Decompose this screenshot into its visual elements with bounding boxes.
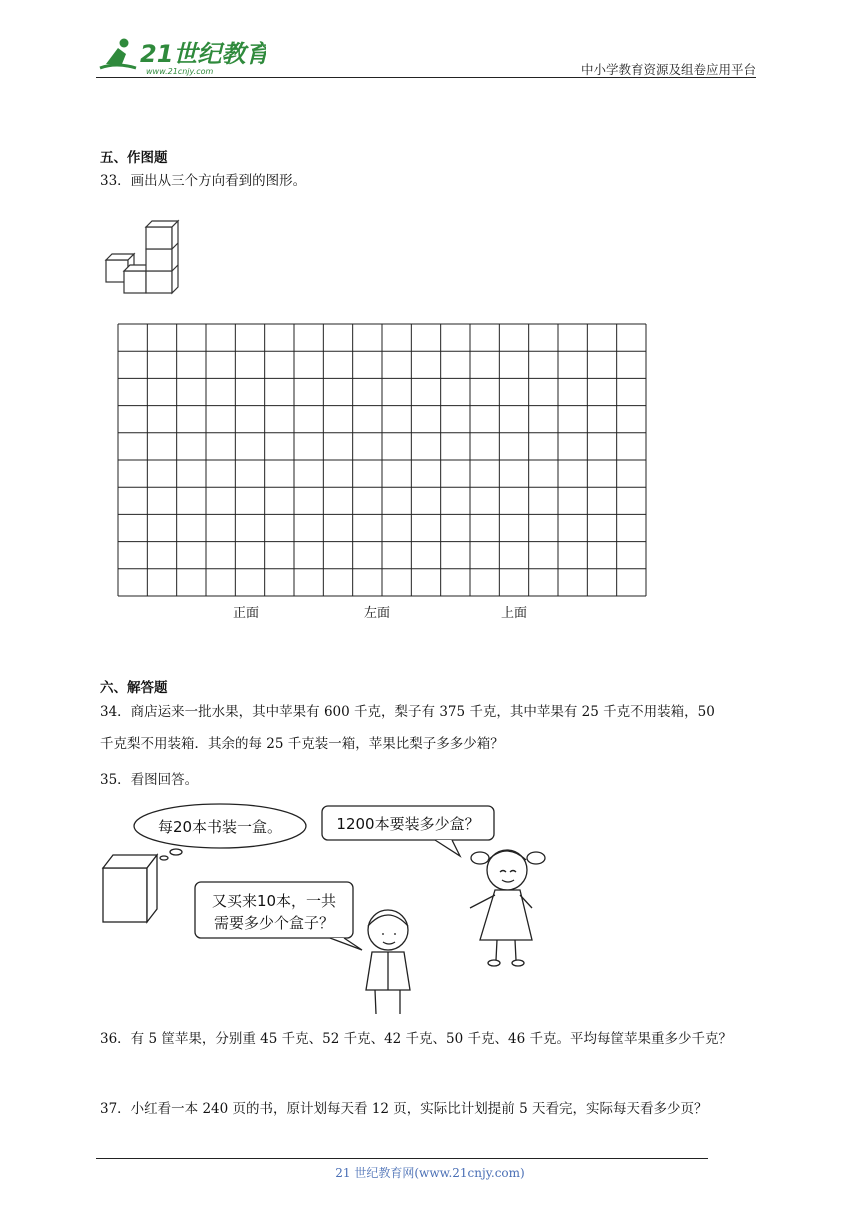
question-35-illustration [100, 800, 560, 1020]
logo-url: www.21cnjy.com [146, 67, 214, 76]
question-34-line1: 34．商店运来一批水果，其中苹果有 600 千克，梨子有 375 千克，其中苹果有 25 千克不用装箱，50 [100, 704, 715, 720]
section6-title: 六、解答题 [100, 680, 168, 696]
label-front: 正面 [233, 606, 260, 621]
label-top: 上面 [501, 606, 528, 621]
grid-svg [117, 323, 647, 597]
footer-text: 21 世纪教育网(www.21cnjy.com) [335, 1166, 525, 1180]
bubble-1-text: 每20本书装一盒。 [157, 818, 283, 836]
drawing-grid [117, 323, 647, 601]
label-left: 左面 [364, 606, 391, 621]
question-36: 36．有 5 筐苹果，分别重 45 千克、52 千克、42 千克、50 千克、46 千克。平均每筐苹果重多少千克？ [100, 1031, 732, 1047]
bubble-2-text: 1200本要装多少盒？ [336, 815, 480, 833]
cube-stack-figure [104, 213, 184, 297]
question-37: 37．小红看一本 240 页的书，原计划每天看 12 页，实际比计划提前 5 天看完，实际每天看多少页？ [100, 1101, 708, 1117]
bubble-3-line2: 需要多少个盒子？ [213, 914, 335, 932]
question-34-line2: 千克梨不用装箱．其余的每 25 千克装一箱，苹果比梨子多多少箱？ [100, 736, 504, 752]
logo-text: 21世纪教育 [140, 40, 266, 68]
question-35: 35．看图回答。 [100, 772, 199, 788]
header-divider [96, 77, 756, 78]
footer-divider [96, 1158, 708, 1159]
header-platform-text: 中小学教育资源及组卷应用平台 [580, 62, 756, 77]
bubble-3-line1: 又买来10本，一共 [211, 892, 337, 910]
logo [96, 34, 266, 78]
section5-title: 五、作图题 [100, 150, 168, 166]
question-33: 33．画出从三个方向看到的图形。 [100, 173, 307, 189]
logo-runner-icon [96, 34, 266, 78]
